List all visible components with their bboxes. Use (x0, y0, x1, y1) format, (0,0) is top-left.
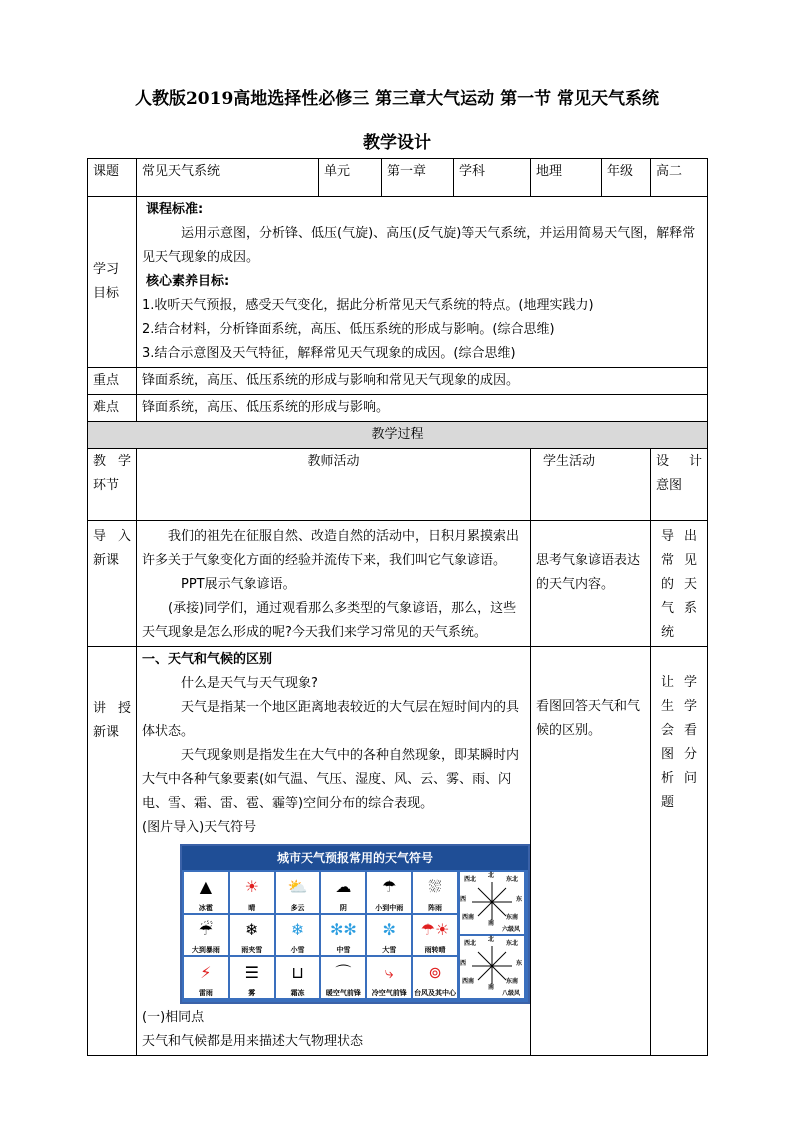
intro-row (88, 521, 708, 647)
weather-symbol-cell (184, 915, 228, 956)
lecture-label: 讲 授 新课 (88, 647, 137, 1056)
weather-symbol-label: 阴 (339, 903, 347, 912)
weather-symbol-cell (413, 872, 457, 913)
weather-symbol-label: 霜冻 (290, 989, 305, 997)
cold-front-icon: ⤷ (384, 962, 394, 982)
intent-char: 统 (660, 625, 674, 640)
weather-symbol-cell (367, 915, 411, 956)
intro-paragraph: 我们的祖先在征服自然、改造自然的活动中，日积月累摸索出许多关于气象变化方面的经验并流传下来，我们叫它气象谚语。 (142, 529, 520, 568)
intent-char: 生 (660, 699, 674, 714)
weather-symbol-cell (276, 915, 320, 956)
weather-symbol-label: 晴 (248, 903, 256, 912)
weather-symbol-label: 大到暴雨 (191, 946, 220, 955)
weather-symbol-label: 雷雨 (198, 989, 213, 997)
weather-symbol-label: 小雪 (290, 946, 305, 955)
weather-symbol-label: 小到中雨 (375, 903, 404, 912)
weather-symbol-cell (367, 957, 411, 998)
header-cell: 第一章 (382, 159, 454, 197)
document-subtitle: 教学设计 (363, 133, 431, 153)
warm-front-icon: ⌒ (335, 962, 352, 982)
lecture-paragraph: 天气现象则是指发生在大气中的各种自然现象，即某瞬时内大气中各种气象要素(如气温、气压、湿度、风、云、雾、雨、闪电、雪、霜、雷、雹、霾等)空间分布的综合表现。 (142, 748, 520, 811)
lecture-intent (651, 647, 708, 1056)
lecture-subheading: (一)相同点 (142, 1010, 205, 1025)
process-heading-row (88, 422, 708, 449)
header-cell: 单元 (319, 159, 382, 197)
intent-char: 出 (683, 529, 697, 544)
weather-symbol-label: 中雪 (336, 946, 351, 955)
weather-symbol-label: 雾 (248, 989, 256, 997)
core-title: 核心素养目标: (146, 274, 230, 289)
weather-symbol-cell (413, 957, 457, 998)
intent-char: 学 (683, 699, 697, 714)
weather-symbol-cell (230, 957, 274, 998)
core-item: 2.结合材料，分析锋面系统，高压、低压系统的形成与影响。(综合思维) (142, 322, 555, 337)
key-row (88, 368, 708, 395)
goals-row (88, 197, 708, 368)
overcast-icon: ☁ (335, 877, 352, 897)
wind-barb-icon (460, 872, 524, 934)
hail-icon: ▲ (199, 877, 213, 897)
weather-symbols-title: 城市天气预报常用的天气符号 (182, 846, 528, 870)
shower-icon: ⛆ (428, 877, 442, 897)
lecture-row (88, 647, 708, 1056)
goals-label: 学习 目标 (88, 197, 137, 368)
intent-char: 系 (683, 601, 697, 616)
header-cell: 高二 (651, 159, 708, 197)
intent-char: 常 (660, 553, 674, 568)
intent-char: 学 (683, 675, 697, 690)
rain-to-clear-icon: ☂☀ (420, 919, 450, 939)
weather-symbol-label: 暖空气前锋 (325, 989, 361, 997)
weather-symbol-label: 阵雨 (428, 903, 443, 912)
weather-symbol-cell (184, 872, 228, 913)
intro-paragraph: (承接)同学们，通过观看那么多类型的气象谚语，那么，这些天气现象是怎么形成的呢?今天我们来学习常见的天气系统。 (142, 601, 517, 640)
intent-char: 分 (683, 747, 697, 762)
intro-paragraph: PPT展示气象谚语。 (181, 577, 296, 592)
lecture-teacher (137, 647, 531, 1056)
column-header-intent: 设 计 意图 (651, 449, 708, 521)
intent-char: 会 (660, 723, 674, 738)
intent-char: 析 (660, 771, 674, 786)
intro-teacher (137, 521, 531, 647)
weather-symbol-label: 多云 (290, 903, 305, 912)
standard-title: 课程标准: (146, 202, 204, 217)
weather-symbol-cell (321, 872, 365, 913)
goals-content (137, 197, 708, 368)
lecture-heading: 一、天气和气候的区别 (142, 652, 273, 667)
fog-icon: ☰ (244, 962, 259, 982)
header-cell: 地理 (531, 159, 602, 197)
weather-symbol-cell (276, 957, 320, 998)
lecture-student: 看图回答天气和气候的区别。 (531, 647, 651, 1056)
weather-symbol-cell (230, 872, 274, 913)
header-cell: 学科 (454, 159, 531, 197)
process-heading: 教学过程 (88, 422, 708, 449)
process-columns-row (88, 449, 708, 521)
intent-char: 见 (683, 553, 697, 568)
wind-rose-eight: 西北 北 东北 西 东 西南 南 东南 八级风 (460, 936, 523, 997)
intro-label: 导 入 新课 (88, 521, 137, 647)
intent-char: 天 (683, 577, 697, 592)
weather-symbol-label: 大雪 (382, 946, 397, 955)
header-row (88, 159, 708, 197)
column-header-student: 学生活动 (531, 449, 651, 521)
key-label: 重点 (88, 368, 137, 395)
sleet-icon: ❄ (245, 919, 259, 939)
light-rain-icon: ☂ (382, 877, 397, 897)
column-header-teacher: 教师活动 (137, 449, 531, 521)
weather-symbol-label: 雨夹雪 (241, 946, 263, 955)
weather-symbol-cell (413, 915, 457, 956)
weather-symbol-cell (184, 957, 228, 998)
sun-icon: ☀ (244, 877, 259, 897)
typhoon-icon: ⊚ (428, 962, 442, 982)
intent-char: 气 (660, 601, 674, 616)
intent-char: 题 (660, 795, 674, 810)
weather-symbols-figure (180, 844, 530, 1004)
intent-char: 导 (660, 529, 674, 544)
weather-symbol-label: 雨转晴 (424, 946, 446, 955)
intent-char: 图 (660, 747, 674, 762)
wind-barb-icon (460, 936, 524, 998)
standard-text: 运用示意图，分析锋、低压(气旋)、高压(反气旋)等天气系统，并运用简易天气图，解释常见天气现象的成因。 (142, 226, 696, 265)
difficult-row (88, 395, 708, 422)
lecture-paragraph: 天气和气候都是用来描述大气物理状态 (142, 1034, 364, 1049)
core-item: 1.收听天气预报，感受天气变化，据此分析常见天气系统的特点。(地理实践力) (142, 298, 594, 313)
wind-symbols (460, 872, 524, 998)
intro-student: 思考气象谚语表达的天气内容。 (531, 521, 651, 647)
moderate-snow-icon: ✻✻ (330, 919, 357, 939)
weather-symbol-label: 冷空气前锋 (371, 989, 407, 997)
lecture-question: 什么是天气与天气现象? (181, 676, 318, 691)
difficult-text: 锋面系统，高压、低压系统的形成与影响。 (137, 395, 708, 422)
lecture-paragraph: 天气是指某一个地区距离地表较近的大气层在短时间内的具体状态。 (142, 700, 520, 739)
weather-symbol-cell (367, 872, 411, 913)
wind-rose-six: 西北 北 东北 西 东 西南 南 东南 六级风 (460, 872, 524, 936)
light-snow-icon: ❄ (290, 919, 305, 939)
weather-symbol-cell (230, 915, 274, 956)
partly-cloudy-icon: ⛅ (287, 877, 308, 897)
lesson-plan-table (87, 158, 708, 1056)
weather-symbols-grid (184, 872, 457, 998)
frost-icon: ⊔ (291, 962, 304, 982)
column-header-stage: 教 学 环节 (88, 449, 137, 521)
weather-symbol-label: 台风及其中心 (414, 989, 457, 997)
difficult-label: 难点 (88, 395, 137, 422)
intro-intent (651, 521, 708, 647)
weather-symbol-cell (321, 915, 365, 956)
core-item: 3.结合示意图及天气特征，解释常见天气现象的成因。(综合思维) (142, 346, 516, 361)
thunderstorm-icon: ⚡ (200, 962, 212, 982)
header-cell: 课题 (88, 159, 137, 197)
intent-char: 问 (683, 771, 697, 786)
heavy-rain-icon: ☔ (198, 919, 214, 939)
intent-char: 的 (660, 577, 674, 592)
intent-char: 让 (660, 675, 674, 690)
document-title: 人教版2019高地选择性必修三 第三章大气运动 第一节 常见天气系统 (134, 89, 660, 109)
key-text: 锋面系统，高压、低压系统的形成与影响和常见天气现象的成因。 (137, 368, 708, 395)
header-cell: 年级 (602, 159, 651, 197)
heavy-snow-icon: ✼ (382, 919, 396, 939)
header-cell: 常见天气系统 (137, 159, 319, 197)
weather-symbol-label: 冰雹 (198, 903, 213, 912)
lecture-paragraph: (图片导入)天气符号 (142, 820, 257, 835)
intent-char: 看 (683, 723, 697, 738)
weather-symbol-cell (321, 957, 365, 998)
weather-symbol-cell (276, 872, 320, 913)
